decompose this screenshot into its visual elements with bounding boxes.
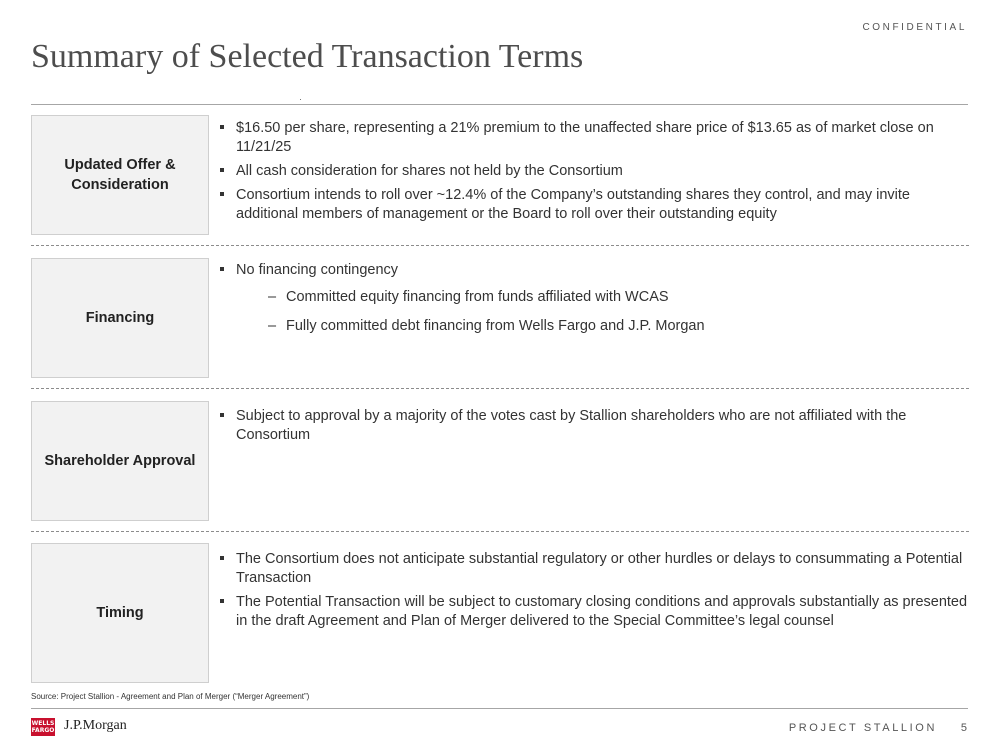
bullet: The Potential Transaction will be subject to customary closing conditions and approvals substantially as presented in the draft Agreement and Plan of Merger delivered to the Special Committee’s legal counsel bbox=[219, 593, 969, 631]
section-content-offer bbox=[219, 119, 969, 229]
section-content-timing bbox=[219, 550, 969, 636]
wells-fargo-logo bbox=[31, 718, 55, 736]
title-divider bbox=[31, 104, 968, 105]
section-label-offer: Updated Offer & Consideration bbox=[31, 115, 209, 235]
section-label-financing: Financing bbox=[31, 258, 209, 378]
section-shareholder bbox=[31, 401, 969, 523]
wells-fargo-logo-line2: FARGO bbox=[31, 727, 55, 734]
page-title: Summary of Selected Transaction Terms bbox=[31, 38, 584, 75]
bullet: $16.50 per share, representing a 21% premium to the unaffected share price of $13.65 as of market close on 11/21/25 bbox=[219, 119, 969, 157]
bullet: No financing contingency bbox=[219, 261, 969, 280]
sub-bullet bbox=[219, 317, 969, 336]
section-divider bbox=[31, 388, 969, 389]
bullet: The Consortium does not anticipate substantial regulatory or other hurdles or delays to consummating a Potential Transaction bbox=[219, 550, 969, 588]
section-label-shareholder: Shareholder Approval bbox=[31, 401, 209, 521]
wells-fargo-logo-line1: WELLS bbox=[31, 720, 55, 727]
bullet: Consortium intends to roll over ~12.4% of the Company’s outstanding shares they control, and may invite additional members of management or the Board to roll over their outstanding equity bbox=[219, 186, 969, 224]
section-content-financing bbox=[219, 261, 969, 346]
section-divider bbox=[31, 531, 969, 532]
section-timing bbox=[31, 543, 969, 685]
sub-bullet-text: Committed equity financing from funds affiliated with WCAS bbox=[286, 289, 669, 305]
section-content-shareholder bbox=[219, 407, 969, 450]
dash-marker: – bbox=[268, 289, 277, 305]
jpmorgan-logo: J.P.Morgan bbox=[64, 718, 127, 733]
project-name: PROJECT STALLION bbox=[788, 722, 937, 734]
source-note: Source: Project Stallion - Agreement and Plan of Merger (“Merger Agreement”) bbox=[31, 692, 310, 701]
confidential-label: CONFIDENTIAL bbox=[862, 22, 967, 33]
bullet: All cash consideration for shares not held by the Consortium bbox=[219, 162, 969, 181]
bullet: Subject to approval by a majority of the votes cast by Stallion shareholders who are not affiliated with the Consortium bbox=[219, 407, 969, 445]
section-divider bbox=[31, 245, 969, 246]
dash-marker: – bbox=[268, 318, 277, 334]
sub-bullet-text: Fully committed debt financing from Wells Fargo and J.P. Morgan bbox=[286, 318, 705, 334]
page-number: 5 bbox=[960, 722, 967, 734]
stray-dot bbox=[300, 99, 301, 100]
footer-divider bbox=[31, 708, 968, 709]
section-label-timing: Timing bbox=[31, 543, 209, 683]
sub-bullet bbox=[219, 288, 969, 307]
section-offer bbox=[31, 115, 969, 239]
section-financing bbox=[31, 258, 969, 380]
